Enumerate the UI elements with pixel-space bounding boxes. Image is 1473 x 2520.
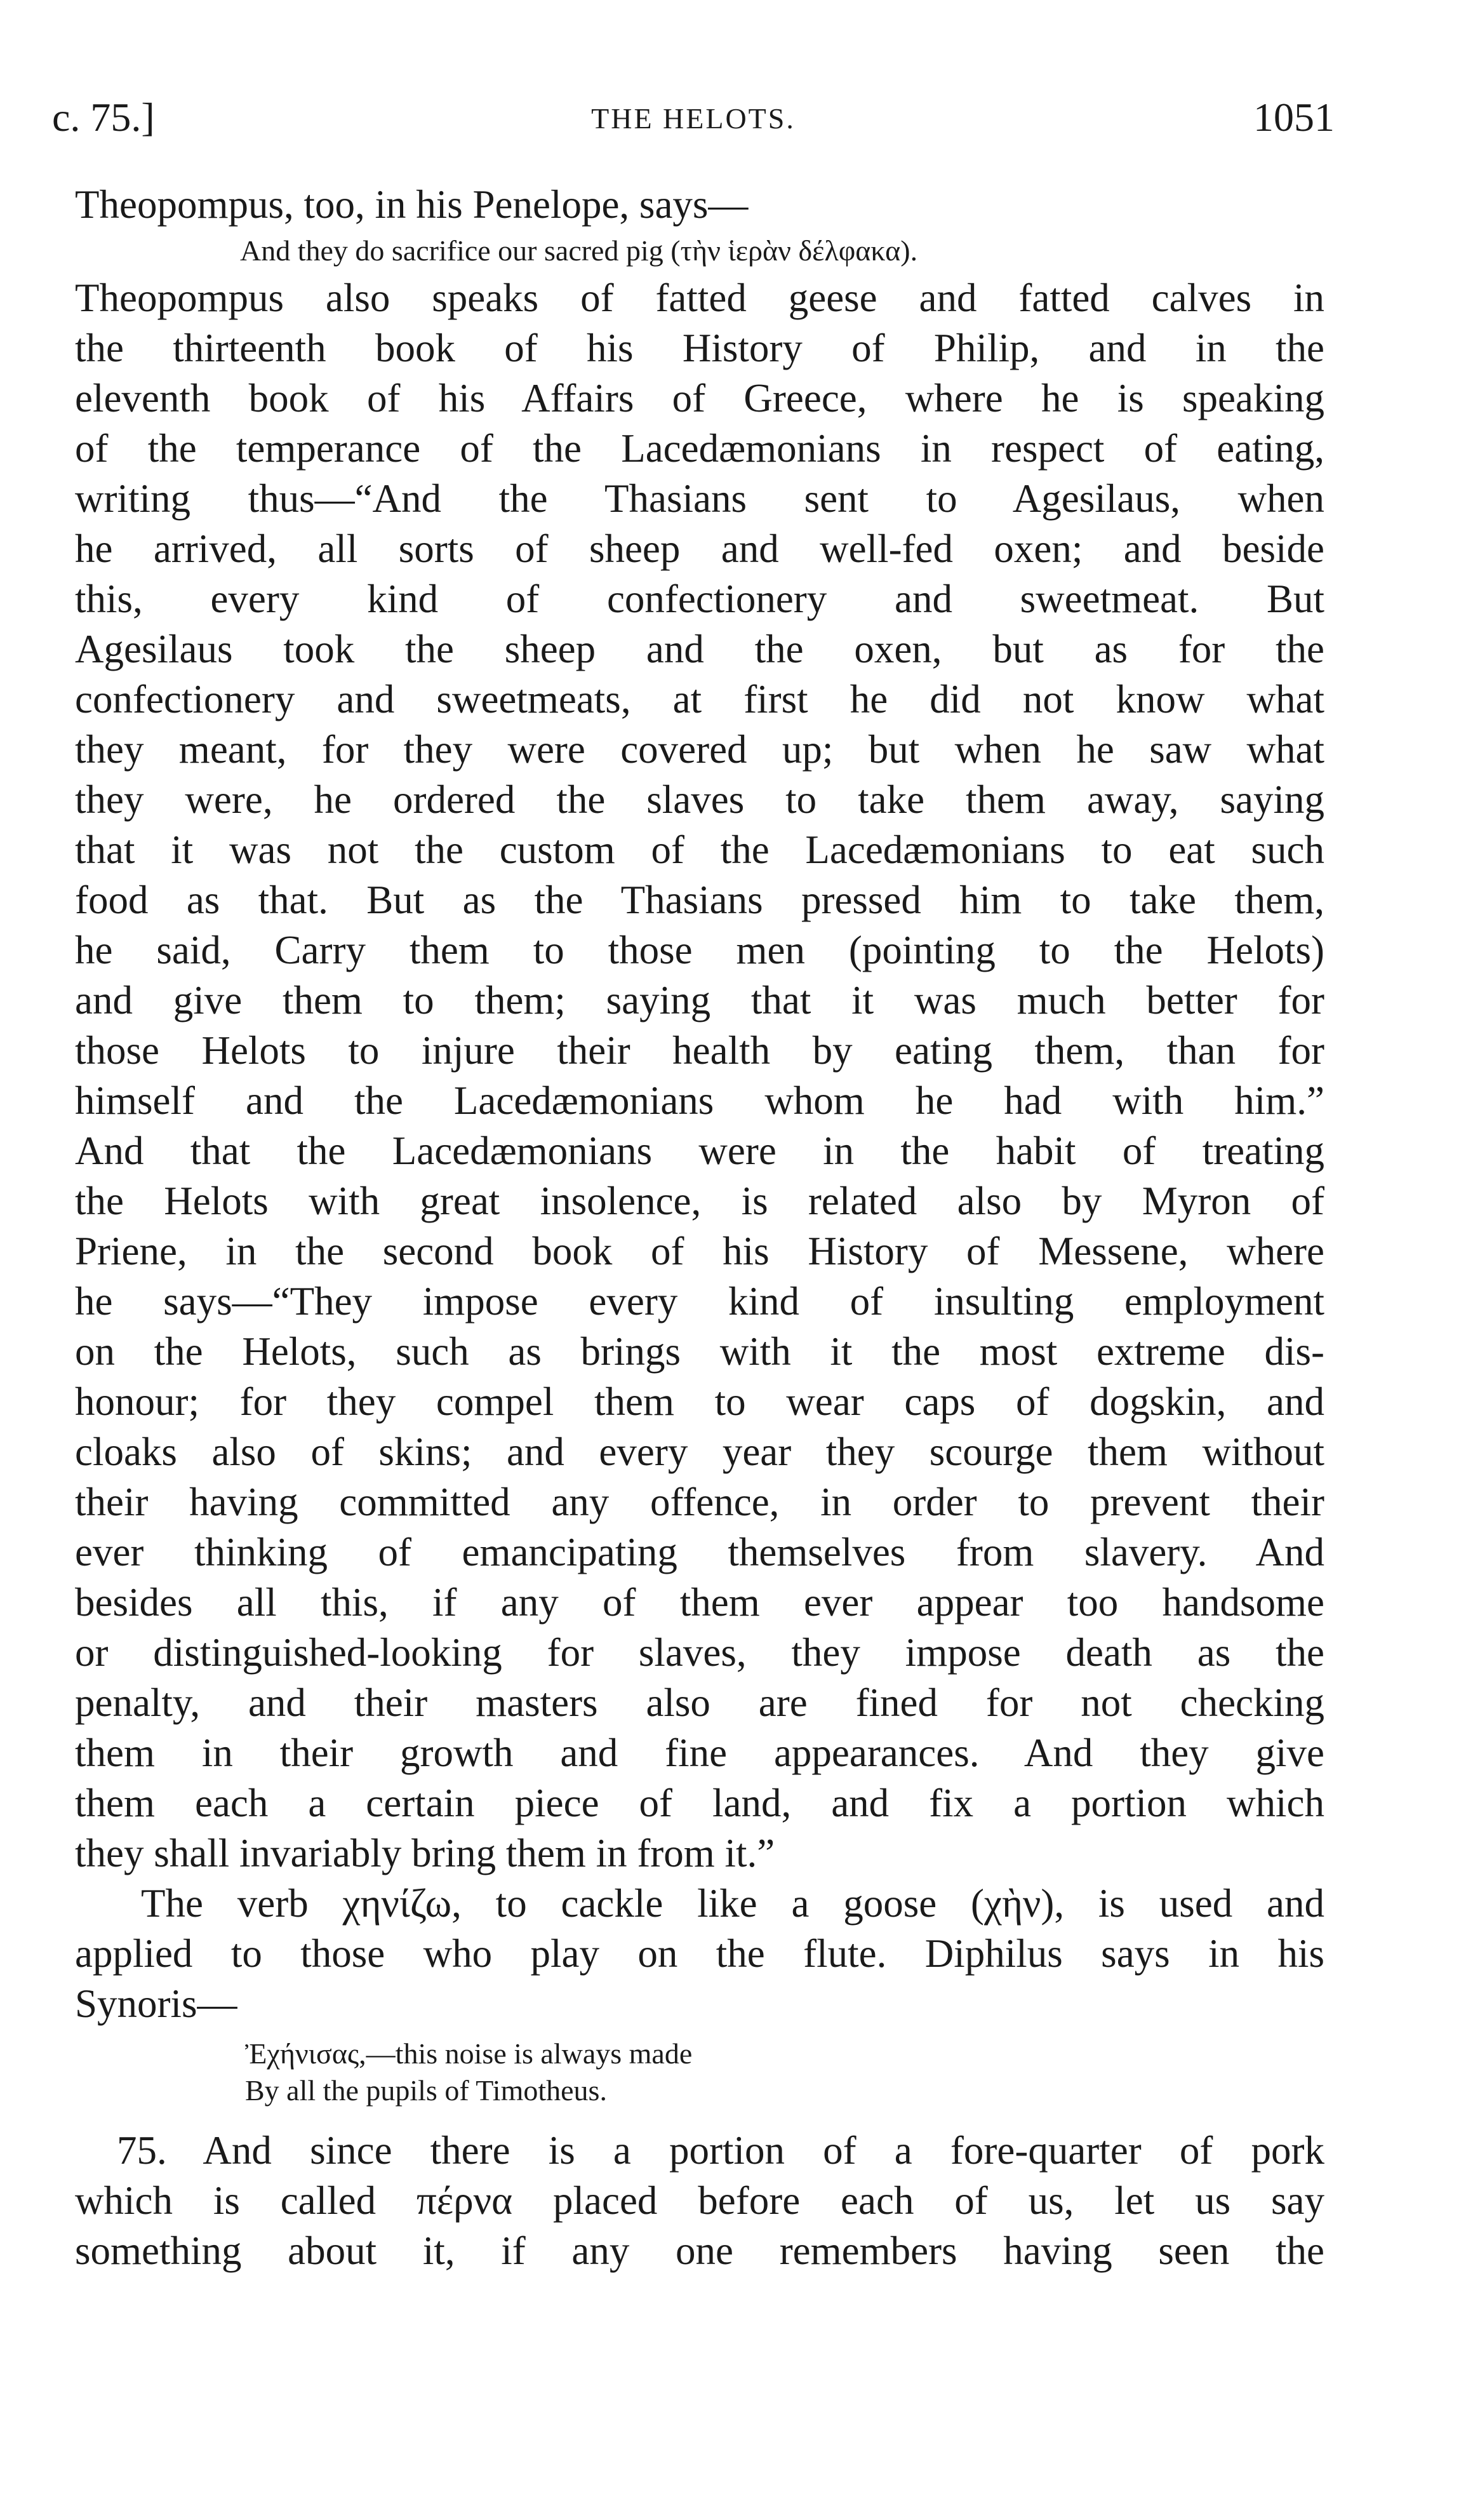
text-line: he says—“They impose every kind of insulting employment (75, 1279, 1324, 1324)
verse-line: And they do sacrifice our sacred pig (τὴν ἱερὰν δέλφακα). (240, 234, 918, 267)
text-line: cloaks also of skins; and every year they scourge them without (75, 1430, 1324, 1474)
chapter-reference: c. 75.] (52, 95, 155, 140)
verse-line: Ἐχήνισας,—this noise is always made (245, 2037, 693, 2070)
text-line: them each a certain piece of land, and fix a portion which (75, 1781, 1324, 1825)
text-line: or distinguished-looking for slaves, they impose death as the (75, 1630, 1324, 1675)
intro-line: Theopompus, too, in his Penelope, says— (75, 182, 749, 227)
text-line: eleventh book of his Affairs of Greece, where he is speaking (75, 376, 1324, 420)
text-line: The verb χηνίζω, to cackle like a goose (χὴν), is used and (141, 1881, 1324, 1926)
running-header (52, 94, 1335, 145)
text-line: something about it, if any one remembers having seen the (75, 2228, 1324, 2273)
body-text (75, 180, 1324, 2276)
text-line: their having committed any offence, in order to prevent their (75, 1480, 1324, 1524)
verse-quote-2 (245, 2035, 1324, 2109)
text-line: he said, Carry them to those men (pointing to the Helots) (75, 928, 1324, 972)
text-line: they were, he ordered the slaves to take them away, saying (75, 777, 1324, 822)
text-line: this, every kind of confectionery and sweetmeat. But (75, 577, 1324, 621)
text-line: he arrived, all sorts of sheep and well-fed oxen; and beside (75, 526, 1324, 571)
text-line: himself and the Lacedæmonians whom he had with him.” (75, 1078, 1324, 1123)
text-line: and give them to them; saying that it was much better for (75, 978, 1324, 1022)
text-line: Priene, in the second book of his History of Messene, where (75, 1229, 1324, 1273)
text-line: the Helots with great insolence, is related also by Myron of (75, 1179, 1324, 1223)
text-line: Synoris— (75, 1981, 237, 2026)
page-number: 1051 (1253, 95, 1335, 140)
text-line: they meant, for they were covered up; but when he saw what (75, 727, 1324, 772)
paragraph-3 (75, 2126, 1324, 2276)
verse-quote-1 (240, 232, 1324, 269)
text-line: them in their growth and fine appearances. And they give (75, 1731, 1324, 1775)
text-line: besides all this, if any of them ever appear too handsome (75, 1580, 1324, 1625)
running-title: THE HELOTS. (591, 102, 796, 135)
text-line: on the Helots, such as brings with it the most extreme dis- (75, 1329, 1324, 1374)
section-75-start: 75. And since there is a portion of a fore-quarter of pork (117, 2128, 1324, 2173)
text-line: which is called πέρνα placed before each of us, let us say (75, 2178, 1324, 2223)
text-line: food as that. But as the Thasians pressed him to take them, (75, 878, 1324, 922)
text-line: confectionery and sweetmeats, at first he did not know what (75, 677, 1324, 721)
text-line: that it was not the custom of the Lacedæmonians to eat such (75, 828, 1324, 872)
text-line: penalty, and their masters also are fined for not checking (75, 1680, 1324, 1725)
text-line: Agesilaus took the sheep and the oxen, but as for the (75, 627, 1324, 671)
text-line: applied to those who play on the flute. Diphilus says in his (75, 1931, 1324, 1976)
text-line: And that the Lacedæmonians were in the habit of treating (75, 1129, 1324, 1173)
text-line: writing thus—“And the Thasians sent to Agesilaus, when (75, 476, 1324, 521)
text-line: of the temperance of the Lacedæmonians in respect of eating, (75, 426, 1324, 471)
paragraph-1 (75, 273, 1324, 1879)
verse-line: By all the pupils of Timotheus. (245, 2074, 607, 2107)
paragraph-2 (75, 1879, 1324, 2029)
text-line: the thirteenth book of his History of Philip, and in the (75, 326, 1324, 370)
text-line: honour; for they compel them to wear caps of dogskin, and (75, 1379, 1324, 1424)
text-line: they shall invariably bring them in from it.” (75, 1831, 775, 1875)
text-line: Theopompus also speaks of fatted geese and fatted calves in (75, 276, 1324, 320)
text-line: those Helots to injure their health by eating them, than for (75, 1028, 1324, 1073)
text-line: ever thinking of emancipating themselves from slavery. And (75, 1530, 1324, 1574)
